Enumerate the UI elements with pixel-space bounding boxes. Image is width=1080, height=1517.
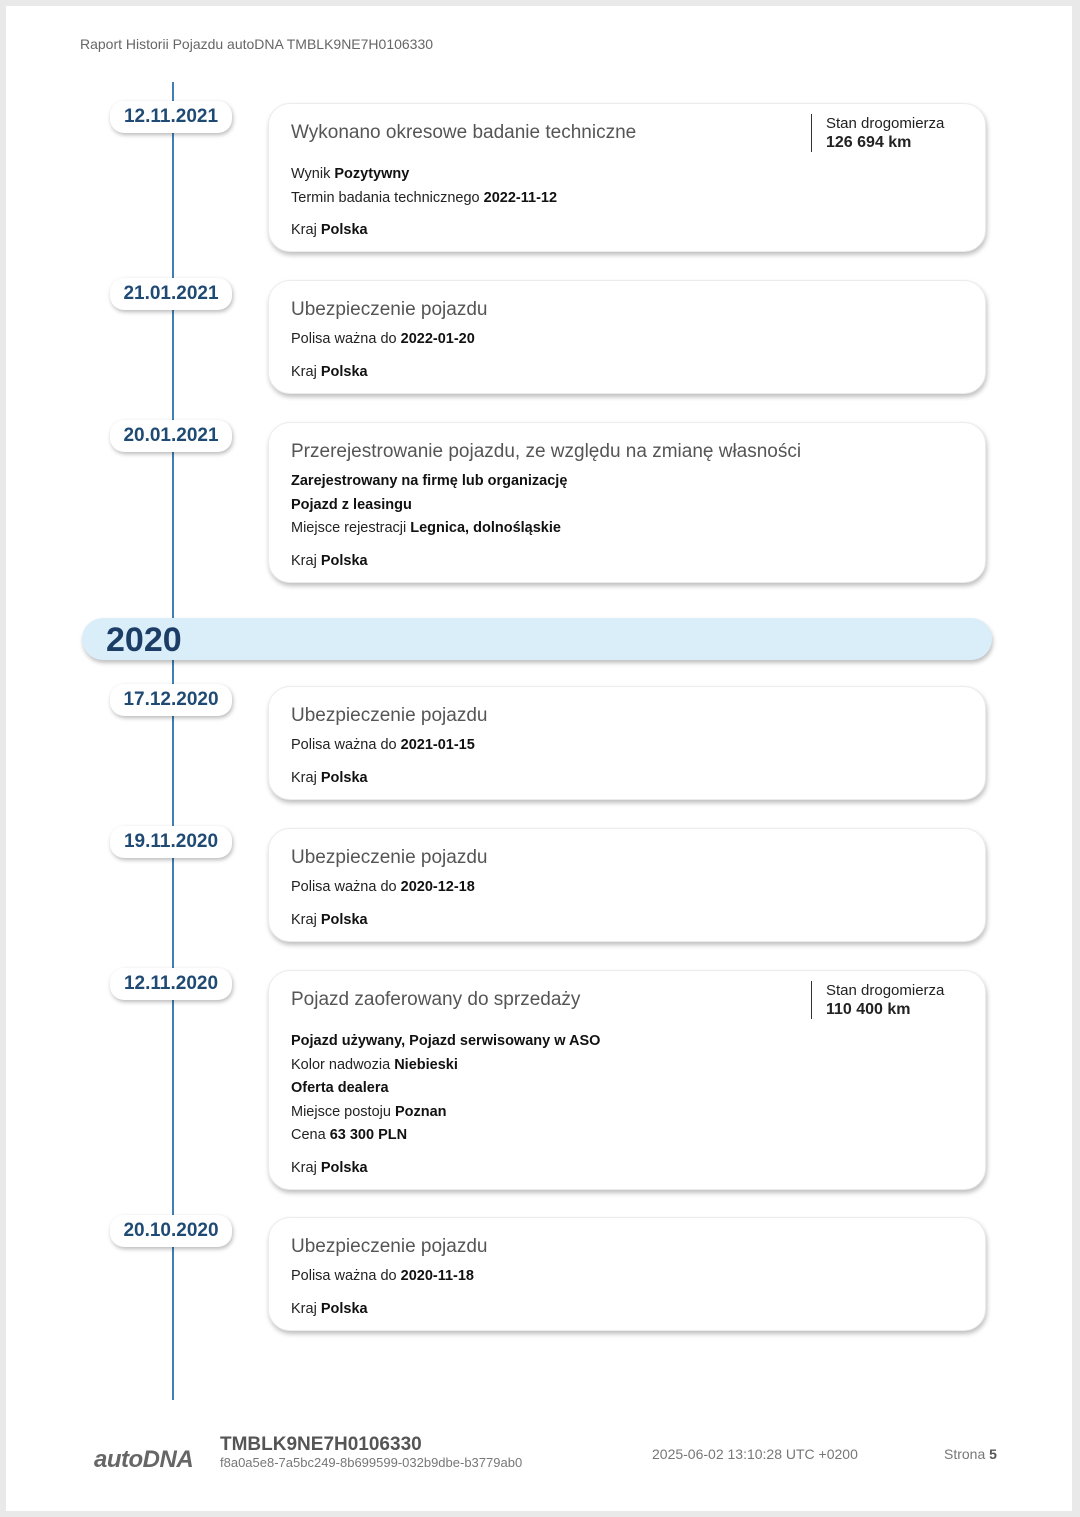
detail-row: Pojazd z leasingu (291, 496, 412, 513)
event-date: 21.01.2021 (110, 278, 232, 310)
detail-row: Polisa ważna do 2020-11-18 (291, 1268, 474, 1284)
year-divider (82, 618, 992, 660)
country-row: Kraj Polska (291, 911, 368, 928)
event-details (291, 470, 567, 573)
detail-row: Kolor nadwozia Niebieski (291, 1056, 458, 1073)
country-row: Kraj Polska (291, 363, 368, 380)
event-date: 12.11.2021 (110, 101, 232, 133)
odometer-reading (811, 981, 944, 1019)
detail-row: Polisa ważna do 2022-01-20 (291, 331, 475, 347)
event-details (291, 1265, 474, 1321)
detail-row: Pojazd używany, Pojazd serwisowany w ASO (291, 1033, 601, 1049)
odometer-reading (811, 114, 944, 152)
event-card (268, 686, 986, 800)
event-title: Wykonano okresowe badanie techniczne (291, 122, 637, 143)
odometer-value: 126 694 km (826, 134, 912, 151)
report-header: Raport Historii Pojazdu autoDNA TMBLK9NE7H0106330 (80, 36, 434, 52)
detail-row: Wynik Pozytywny (291, 166, 410, 182)
event-date: 20.01.2021 (110, 420, 232, 452)
page-number: Strona 5 (944, 1446, 997, 1462)
event-title: Przerejestrowanie pojazdu, ze względu na zmianę własności (291, 441, 802, 462)
event-card (268, 970, 986, 1190)
event-card (268, 280, 986, 394)
event-details (291, 876, 475, 932)
event-card (268, 1217, 986, 1331)
country-row: Kraj Polska (291, 1159, 368, 1176)
year-label: 2020 (106, 621, 182, 659)
event-details (291, 734, 475, 790)
event-card (268, 422, 986, 583)
event-details (291, 328, 475, 384)
event-card (268, 103, 986, 252)
detail-row: Miejsce rejestracji Legnica, dolnośląskie (291, 520, 561, 536)
event-title: Ubezpieczenie pojazdu (291, 299, 488, 320)
detail-row: Polisa ważna do 2020-12-18 (291, 879, 475, 895)
event-date: 20.10.2020 (110, 1215, 232, 1247)
event-details (291, 163, 557, 243)
country-row: Kraj Polska (291, 1300, 368, 1317)
event-details (291, 1030, 600, 1180)
event-date: 17.12.2020 (110, 684, 232, 716)
odometer-label: Stan drogomierza (826, 115, 945, 132)
event-title: Ubezpieczenie pojazdu (291, 847, 488, 868)
event-title: Ubezpieczenie pojazdu (291, 705, 488, 726)
footer-vin: TMBLK9NE7H0106330 (220, 1434, 422, 1455)
odometer-label: Stan drogomierza (826, 982, 945, 999)
event-title: Pojazd zaoferowany do sprzedaży (291, 989, 581, 1010)
event-title: Ubezpieczenie pojazdu (291, 1236, 488, 1257)
event-date: 19.11.2020 (110, 826, 232, 858)
country-row: Kraj Polska (291, 552, 368, 569)
report-page (6, 6, 1072, 1511)
detail-row: Termin badania technicznego 2022-11-12 (291, 189, 558, 206)
autodna-logo: autoDNA (94, 1446, 194, 1473)
country-row: Kraj Polska (291, 222, 368, 238)
detail-row: Oferta dealera (291, 1080, 389, 1096)
event-card (268, 828, 986, 942)
event-date: 12.11.2020 (110, 968, 232, 1000)
detail-row: Cena 63 300 PLN (291, 1127, 408, 1143)
detail-row: Polisa ważna do 2021-01-15 (291, 737, 475, 753)
detail-row: Zarejestrowany na firmę lub organizację (291, 473, 568, 489)
odometer-value: 110 400 km (826, 1001, 911, 1018)
footer-hash: f8a0a5e8-7a5bc249-8b699599-032b9dbe-b3779ab0 (220, 1455, 523, 1470)
detail-row: Miejsce postoju Poznan (291, 1103, 447, 1120)
footer-timestamp: 2025-06-02 13:10:28 UTC +0200 (652, 1446, 858, 1462)
country-row: Kraj Polska (291, 769, 368, 786)
